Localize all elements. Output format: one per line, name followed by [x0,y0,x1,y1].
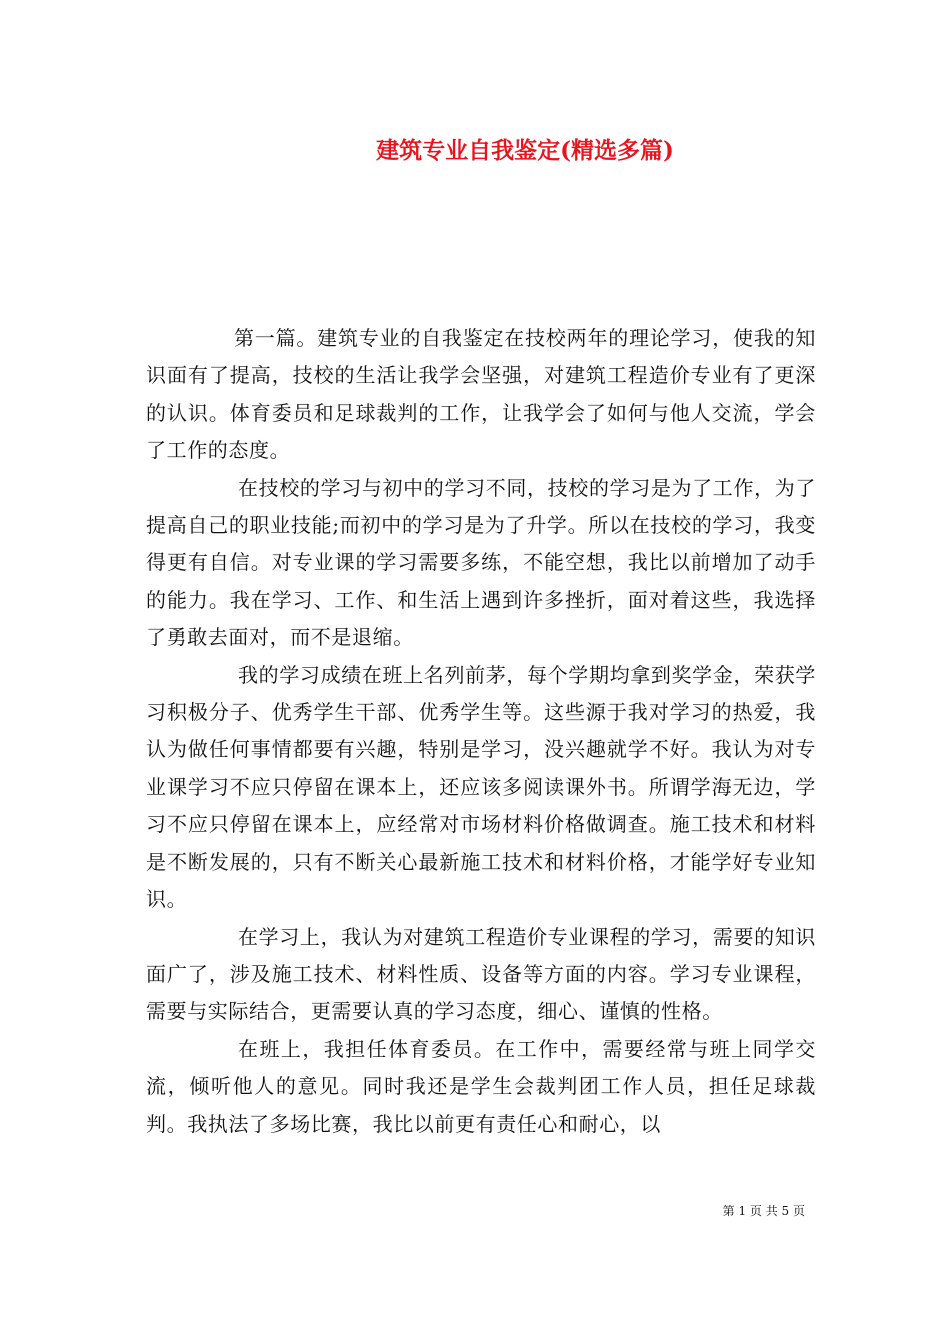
paragraph-5: 在班上，我担任体育委员。在工作中，需要经常与班上同学交流，倾听他人的意见。同时我还是学生会裁判团工作人员，担任足球裁判。我执法了多场比赛，我比以前更有责任心和耐心，以 [146,1036,816,1136]
paragraph-2: 在技校的学习与初中的学习不同，技校的学习是为了工作，为了提高自己的职业技能;而初中的学习是为了升学。所以在技校的学习，我变得更有自信。对专业课的学习需要多练，不能空想，我比以前增加了动手的能力。我在学习、工作、和生活上遇到许多挫折，面对着这些，我选择了勇敢去面对，而不是退缩。 [146,475,816,650]
document-title: 建筑专业自我鉴定(精选多篇) [376,137,674,164]
document-body [146,320,816,1143]
page-number: 第 1 页 共 5 页 [722,1204,805,1218]
paragraph-1: 第一篇。建筑专业的自我鉴定在技校两年的理论学习，使我的知识面有了提高，技校的生活让我学会坚强，对建筑工程造价专业有了更深的认识。体育委员和足球裁判的工作，让我学会了如何与他人交流，学会了工作的态度。 [146,326,816,463]
paragraph-3: 我的学习成绩在班上名列前茅，每个学期均拿到奖学金，荣获学习积极分子、优秀学生干部、优秀学生等。这些源于我对学习的热爱，我认为做任何事情都要有兴趣，特别是学习，没兴趣就学不好。我认为对专业课学习不应只停留在课本上，还应该多阅读课外书。所谓学海无边，学习不应只停留在课本上，应经常对市场材料价格做调查。施工技术和材料是不断发展的，只有不断关心最新施工技术和材料价格，才能学好专业知识。 [146,662,816,912]
paragraph-4: 在学习上，我认为对建筑工程造价专业课程的学习，需要的知识面广了，涉及施工技术、材料性质、设备等方面的内容。学习专业课程，需要与实际结合，更需要认真的学习态度，细心、谨慎的性格。 [146,924,816,1024]
